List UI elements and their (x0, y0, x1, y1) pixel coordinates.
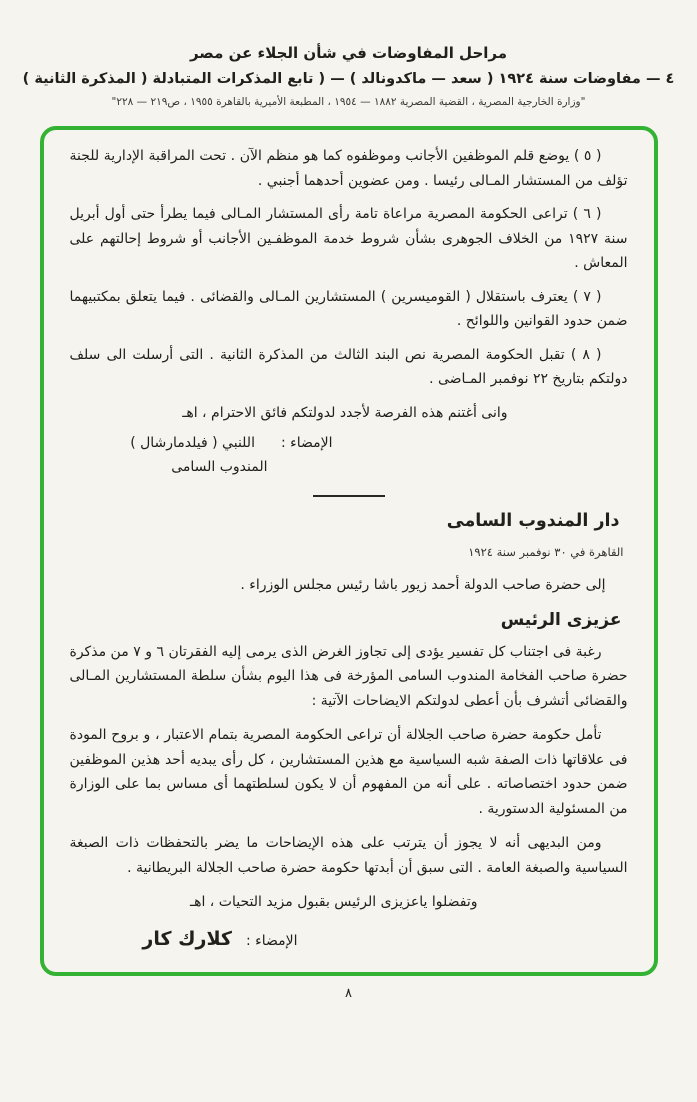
clause-paragraph-8: ( ٨ ) تقبل الحكومة المصرية نص البند الثالث من المذكرة الثانية . التى أرسلت الى سلف دولتكم بتاريخ ٢٢ نوفمبر المـاضى . (69, 346, 628, 387)
letter2-heading: دار المندوب السامى (446, 511, 620, 532)
signature-name-2: كلارك كار (142, 927, 232, 950)
signature-line-2 (70, 923, 298, 956)
letter2-salutation: عزيزى الرئيس (500, 609, 622, 630)
letter2-paragraph-3: ومن البديهى أنه لا يجوز أن يترتب على هذه الإيضاحات ما يضر بالتحفظات ذات الصبغة السياسية والصبغة العامة . التى سبق أن أبدتها حكومة حضرة صاحب الجلالة البريطانية . (69, 835, 628, 876)
header-subtitle: ٤ — مفاوضات سنة ١٩٢٤ ( سعد — ماكدونالد ) — ( تابع المذكرات المتبادلة ( المذكرة الثانية ) (22, 71, 675, 87)
signature-block-1 (70, 431, 628, 479)
signature-line-1 (70, 431, 333, 456)
page-number: ٨ (345, 986, 352, 1002)
highlight-box (40, 126, 658, 976)
section-divider (313, 495, 385, 497)
signature-label-2: الإمضاء : (245, 932, 298, 949)
clause-paragraph-5: ( ٥ ) يوضع قلم الموظفين الأجانب وموظفوه كما هو منظم الآن . تحت المراقبة الإدارية للجنة تؤلف من المستشار المـالى رئيسا . ومن عضوين أحدهما أجنبي . (69, 148, 628, 189)
letter2-paragraph-2: تأمل حكومة حضرة صاحب الجلالة أن تراعى الحكومة المصرية بتمام الاعتبار ، و بروح المودة فى علاقاتها ذات الصفة شبه السياسية مع هذين المستشارين ، كل رأى يبديه أحد هذين الموظفين ضمن حدود اختصاصاته . على أنه من المفهوم أن لا يكون لسلطتهما أى مساس بما على الوزارة من المسئولية الدستورية . (69, 727, 628, 817)
signature-label-1: الإمضاء : (280, 435, 333, 451)
header-source: "وزارة الخارجية المصرية ، القضية المصرية ١٨٨٢ — ١٩٥٤ ، المطبعة الأميرية بالقاهرة ١٩٥٥ ، ص٢١٩ — ٢٢٨" (111, 96, 586, 108)
clause-paragraph-7: ( ٧ ) يعترف باستقلال ( القوميسرين ) المستشارين المـالى والقضائى . فيما يتعلق بمكتبيهما ضمن حدود القوانين واللوائح . (69, 288, 628, 329)
document-header (0, 0, 697, 108)
letter2-addressee: إلى حضرة صاحب الدولة أحمد زيور باشا رئيس مجلس الوزراء . (240, 577, 606, 594)
letter2-closing-line: وتفضلوا ياعزيزى الرئيس بقبول مزيد التحيات ، اهـ (189, 894, 478, 911)
signature-title-1: المندوب السامى (171, 458, 268, 475)
letter2-dateline: القاهرة في ٣٠ نوفمبر سنة ١٩٢٤ (468, 545, 624, 560)
letter2-paragraph-1: رغبة فى اجتناب كل تفسير يؤدى إلى تجاوز الغرض الذى يرمى إليه الفقرتان ٦ و ٧ من مذكرة حضرة صاحب الفخامة المندوب السامى المؤرخة فى هذا اليوم بشأن سلطة المستشارين المـالى والقضائى أتشرف بأن أعطى لدولتكم الايضاحات الآتية : (69, 643, 628, 709)
clause-paragraph-6: ( ٦ ) تراعى الحكومة المصرية مراعاة تامة رأى المستشار المـالى فيما يطرأ حتى أول أبريل سنة ١٩٢٧ من الخلاف الجوهرى بشأن شروط خدمة الموظفـين الأجانب أو شروط إحالتهم على المعاش . (69, 206, 628, 271)
header-title: مراحل المفاوضات في شأن الجلاء عن مصر (189, 44, 508, 62)
signature-name-1: اللنبي ( فيلدمارشال ) (130, 435, 255, 451)
letter1-closing-line: وانى أغتنم هذه الفرصة لأجدد لدولتكم فائق الاحترام ، اهـ (182, 404, 508, 421)
